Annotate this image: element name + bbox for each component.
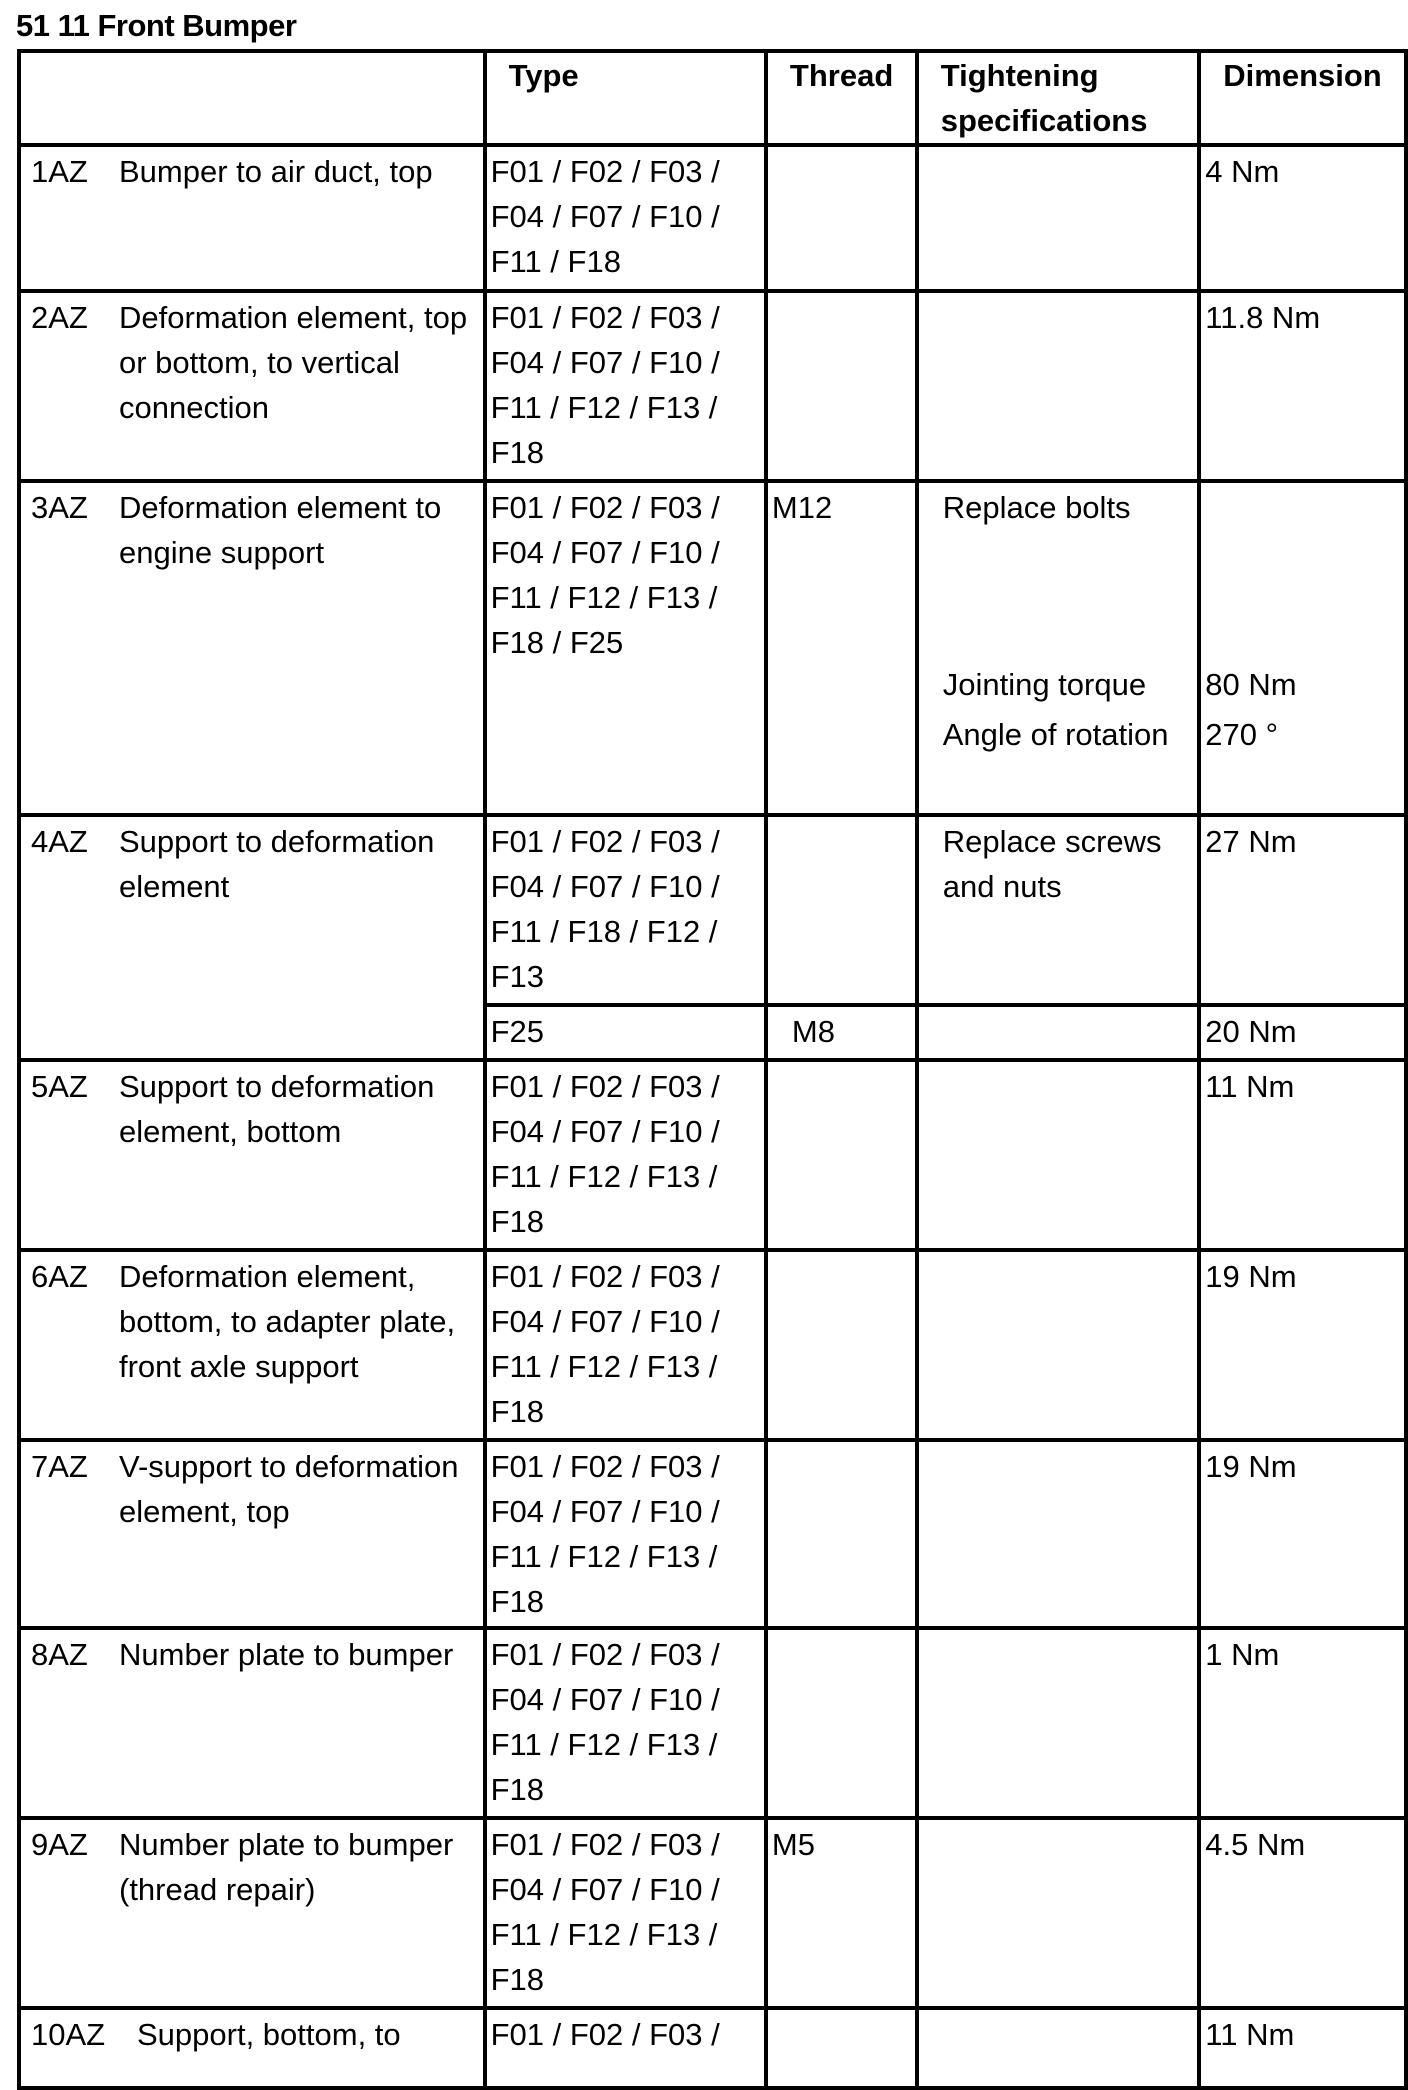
header-tightening-specifications: Tightening specifications xyxy=(917,51,1200,145)
table-header-row xyxy=(19,51,1406,145)
item-number: 1AZ xyxy=(31,154,88,189)
header-type: Type xyxy=(485,51,766,145)
item-cell xyxy=(19,1250,485,1440)
dimension-cell: 11 Nm xyxy=(1199,2008,1406,2088)
dimension-cell: 11 Nm xyxy=(1199,1060,1406,1250)
page-title: 51 11 Front Bumper xyxy=(16,8,297,43)
item-cell xyxy=(19,815,485,1060)
table-row xyxy=(19,1250,1406,1440)
thread-cell xyxy=(766,1250,917,1440)
table-row xyxy=(19,1060,1406,1250)
item-description: V-support to deformation element, top xyxy=(119,1449,459,1529)
table-row xyxy=(19,145,1406,291)
table-row xyxy=(19,1818,1406,2008)
type-cell: F25 xyxy=(485,1005,766,1060)
table-row xyxy=(19,1628,1406,1818)
table-row xyxy=(19,2008,1406,2088)
dimension-cell xyxy=(1199,481,1406,815)
item-description: Number plate to bumper (thread repair) xyxy=(119,1827,454,1907)
thread-cell xyxy=(766,1628,917,1818)
type-cell: F01 / F02 / F03 / xyxy=(485,2008,766,2088)
torque-table xyxy=(17,49,1408,2090)
dimension-cell: 4 Nm xyxy=(1199,145,1406,291)
spec-cell xyxy=(917,2008,1200,2088)
spec-cell: Replace screws and nuts xyxy=(917,815,1200,1005)
thread-cell xyxy=(766,1060,917,1250)
type-cell: F01 / F02 / F03 / F04 / F07 / F10 / F11 / F12 / F13 / F18 / F25 xyxy=(485,481,766,815)
table-row xyxy=(19,1440,1406,1628)
thread-cell xyxy=(766,145,917,291)
type-cell: F01 / F02 / F03 / F04 / F07 / F10 / F11 / F18 / F12 / F13 xyxy=(485,815,766,1005)
spec-cell xyxy=(917,1440,1200,1628)
item-number: 9AZ xyxy=(31,1827,88,1862)
spec-cell xyxy=(917,1060,1200,1250)
item-number: 5AZ xyxy=(31,1069,88,1104)
item-description: Bumper to air duct, top xyxy=(119,154,433,189)
item-cell xyxy=(19,291,485,481)
dim-jointing-torque: 80 Nm xyxy=(1205,667,1297,702)
spec-cell xyxy=(917,1628,1200,1818)
type-cell: F01 / F02 / F03 / F04 / F07 / F10 / F11 / F12 / F13 / F18 xyxy=(485,1818,766,2008)
item-cell xyxy=(19,1818,485,2008)
item-number: 7AZ xyxy=(31,1449,88,1484)
header-blank-cell xyxy=(19,51,485,145)
item-number: 10AZ xyxy=(31,2017,106,2052)
type-cell: F01 / F02 / F03 / F04 / F07 / F10 / F11 / F12 / F13 / F18 xyxy=(485,1628,766,1818)
item-description: Deformation element, top or bottom, to vertical connection xyxy=(119,300,468,425)
spec-angle-of-rotation: Angle of rotation xyxy=(942,717,1169,752)
item-description: Support, bottom, to xyxy=(137,2017,401,2052)
dimension-cell: 20 Nm xyxy=(1199,1005,1406,1060)
dimension-cell: 4.5 Nm xyxy=(1199,1818,1406,2008)
item-number: 8AZ xyxy=(31,1637,88,1672)
dimension-cell: 1 Nm xyxy=(1199,1628,1406,1818)
table-row xyxy=(19,291,1406,481)
item-cell xyxy=(19,1628,485,1818)
dimension-cell: 27 Nm xyxy=(1199,815,1406,1005)
item-description: Support to deformation element, bottom xyxy=(119,1069,435,1149)
thread-cell xyxy=(766,1440,917,1628)
type-cell: F01 / F02 / F03 / F04 / F07 / F10 / F11 / F12 / F13 / F18 xyxy=(485,1060,766,1250)
dimension-cell: 19 Nm xyxy=(1199,1250,1406,1440)
item-description: Deformation element to engine support xyxy=(119,490,442,570)
item-cell xyxy=(19,481,485,815)
item-number: 6AZ xyxy=(31,1259,88,1294)
item-cell xyxy=(19,145,485,291)
thread-cell: M5 xyxy=(766,1818,917,2008)
header-thread: Thread xyxy=(766,51,917,145)
type-cell: F01 / F02 / F03 / F04 / F07 / F10 / F11 / F18 xyxy=(485,145,766,291)
dimension-cell: 19 Nm xyxy=(1199,1440,1406,1628)
dimension-cell: 11.8 Nm xyxy=(1199,291,1406,481)
item-description: Deformation element, bottom, to adapter plate, front axle support xyxy=(119,1259,456,1384)
type-cell: F01 / F02 / F03 / F04 / F07 / F10 / F11 / F12 / F13 / F18 xyxy=(485,1440,766,1628)
table-row xyxy=(19,815,1406,1005)
header-dimension: Dimension xyxy=(1199,51,1406,145)
dim-angle-of-rotation: 270 ° xyxy=(1205,717,1279,752)
type-cell: F01 / F02 / F03 / F04 / F07 / F10 / F11 / F12 / F13 / F18 xyxy=(485,291,766,481)
type-cell: F01 / F02 / F03 / F04 / F07 / F10 / F11 / F12 / F13 / F18 xyxy=(485,1250,766,1440)
thread-cell: M12 xyxy=(766,481,917,815)
spec-cell xyxy=(917,291,1200,481)
spec-cell xyxy=(917,1005,1200,1060)
item-number: 3AZ xyxy=(31,490,88,525)
item-description: Number plate to bumper xyxy=(119,1637,454,1672)
table-row xyxy=(19,481,1406,815)
spec-replace-bolts: Replace bolts xyxy=(942,490,1131,525)
thread-cell xyxy=(766,2008,917,2088)
item-cell xyxy=(19,2008,485,2088)
spec-cell xyxy=(917,1250,1200,1440)
item-number: 2AZ xyxy=(31,300,88,335)
spec-jointing-torque: Jointing torque xyxy=(942,667,1147,702)
thread-cell xyxy=(766,815,917,1005)
thread-cell xyxy=(766,291,917,481)
thread-cell: M8 xyxy=(766,1005,917,1060)
spec-cell xyxy=(917,1818,1200,2008)
spec-cell xyxy=(917,145,1200,291)
item-cell xyxy=(19,1060,485,1250)
spec-cell xyxy=(917,481,1200,815)
item-number: 4AZ xyxy=(31,824,88,859)
item-description: Support to deformation element xyxy=(119,824,435,904)
item-cell xyxy=(19,1440,485,1628)
